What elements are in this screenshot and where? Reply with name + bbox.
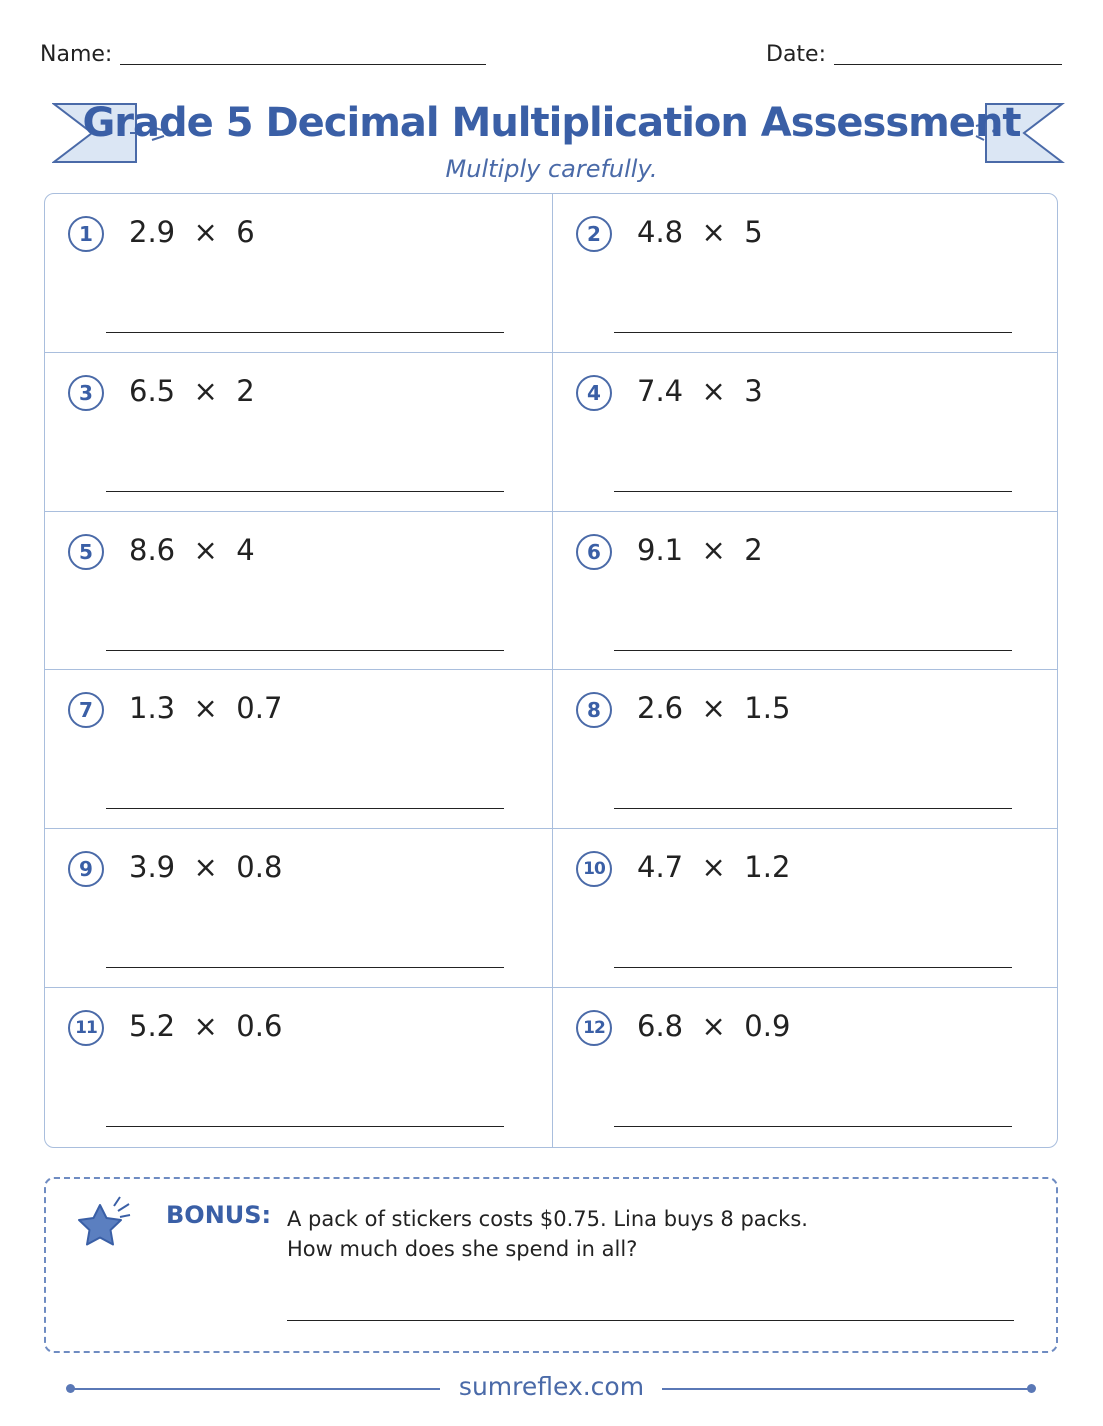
problem-number-badge: 5 (68, 534, 104, 570)
bonus-question (287, 1204, 808, 1264)
problem-cell (553, 988, 1057, 1147)
problem-cell (45, 353, 553, 512)
page-title: Grade 5 Decimal Multiplication Assessment (82, 100, 1021, 146)
problem-expression: 6.5 × 2 (129, 373, 255, 408)
answer-line[interactable] (106, 1126, 504, 1127)
problem-number-badge: 3 (68, 375, 104, 411)
footer-dot-right (1027, 1384, 1036, 1393)
date-label: Date: (766, 42, 826, 67)
problem-number-badge: 4 (576, 375, 612, 411)
answer-line[interactable] (106, 491, 504, 492)
problem-number-badge: 12 (576, 1010, 612, 1046)
problem-cell (45, 670, 553, 829)
problem-expression: 4.8 × 5 (637, 215, 763, 249)
problem-cell (45, 194, 553, 353)
problem-expression: 2.9 × 6 (129, 215, 255, 249)
problem-number-badge: 10 (576, 851, 612, 887)
bonus-box (44, 1177, 1058, 1353)
problem-number-badge: 6 (576, 534, 612, 570)
problem-expression: 7.4 × 3 (637, 373, 763, 408)
name-field-line[interactable] (120, 64, 486, 65)
problem-cell (45, 829, 553, 988)
bonus-answer-line[interactable] (287, 1320, 1014, 1321)
problem-expression: 8.6 × 4 (129, 532, 255, 567)
page-subtitle: Multiply carefully. (445, 155, 658, 183)
problem-cell (553, 194, 1057, 353)
name-label: Name: (40, 42, 113, 67)
problem-number-badge: 1 (68, 216, 104, 252)
problem-expression: 6.8 × 0.9 (637, 1009, 791, 1044)
footer-site: sumreflex.com (458, 1372, 645, 1401)
problem-expression: 2.6 × 1.5 (637, 691, 791, 726)
star-icon (74, 1193, 144, 1255)
problem-expression: 9.1 × 2 (637, 532, 763, 567)
bonus-label: BONUS: (166, 1201, 272, 1229)
problem-number-badge: 7 (68, 692, 104, 728)
problem-cell (553, 670, 1057, 829)
problem-number-badge: 8 (576, 692, 612, 728)
problem-expression: 3.9 × 0.8 (129, 850, 283, 885)
answer-line[interactable] (106, 650, 504, 651)
problem-grid (44, 193, 1058, 1148)
problem-number-badge: 9 (68, 851, 104, 887)
answer-line[interactable] (614, 650, 1012, 651)
answer-line[interactable] (614, 967, 1012, 968)
problem-expression: 1.3 × 0.7 (129, 691, 283, 726)
answer-line[interactable] (614, 491, 1012, 492)
answer-line[interactable] (614, 1126, 1012, 1127)
date-field-line[interactable] (834, 64, 1062, 65)
bonus-question-line-2: How much does she spend in all? (287, 1237, 638, 1261)
answer-line[interactable] (614, 808, 1012, 809)
answer-line[interactable] (106, 808, 504, 809)
problem-cell (45, 988, 553, 1147)
bonus-question-line-1: A pack of stickers costs $0.75. Lina buys 8 packs. (287, 1207, 808, 1231)
problem-number-badge: 11 (68, 1010, 104, 1046)
problem-cell (553, 829, 1057, 988)
answer-line[interactable] (106, 967, 504, 968)
footer-divider-right (662, 1388, 1032, 1390)
problem-cell (45, 512, 553, 671)
problem-number-badge: 2 (576, 216, 612, 252)
answer-line[interactable] (106, 332, 504, 333)
problem-expression: 5.2 × 0.6 (129, 1009, 283, 1044)
problem-cell (553, 512, 1057, 671)
answer-line[interactable] (614, 332, 1012, 333)
problem-expression: 4.7 × 1.2 (637, 850, 791, 885)
problem-cell (553, 353, 1057, 512)
